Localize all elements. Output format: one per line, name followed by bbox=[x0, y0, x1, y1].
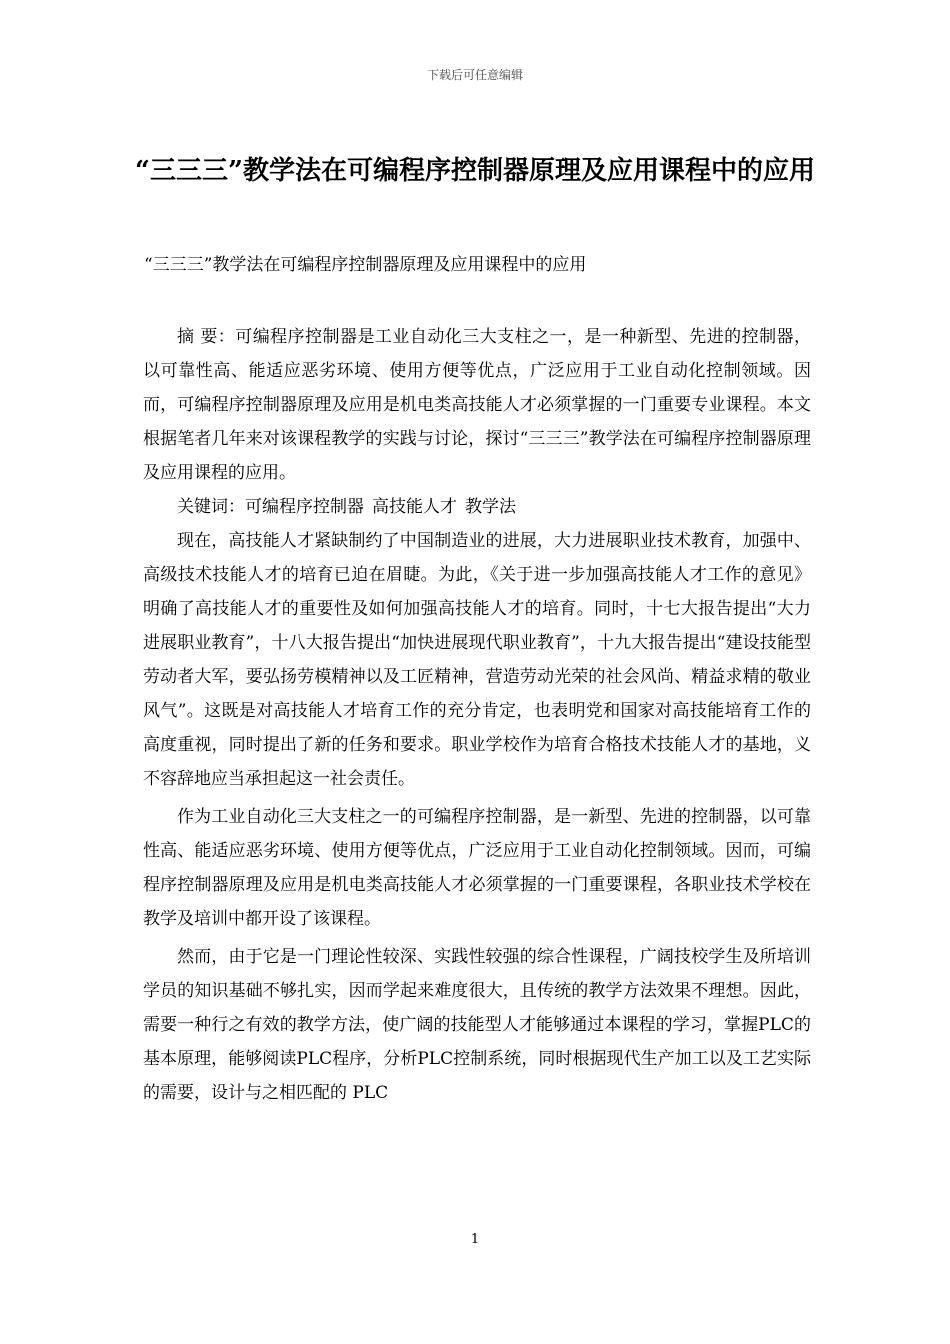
body-paragraph-1: 现在，高技能人才紧缺制约了中国制造业的进展，大力进展职业技术教育，加强中、高级技术技能人才的培育已迫在眉睫。为此，《关于进一步加强高技能人才工作的意见》明确了高技能人才的重要性及如何加强高技能人才的培育。同时，十七大报告提出“大力进展职业教育”，十八大报告提出“加快进展现代职业教育”，十九大报告提出“建设技能型劳动者大军，要弘扬劳模精神以及工匠精神，营造劳动光荣的社会风尚、精益求精的敬业风气”。这既是对高技能人才培育工作的充分肯定，也表明党和国家对高技能培育工作的高度重视，同时提出了新的任务和要求。职业学校作为培育合格技术技能人才的基地，义不容辞地应当承担起这一社会责任。 bbox=[143, 531, 811, 789]
keyword-1: 关键词：可编程序控制器 bbox=[177, 497, 364, 517]
keyword-3: 教学法 bbox=[465, 497, 516, 517]
abstract-paragraph: 摘 要：可编程序控制器是工业自动化三大支柱之一，是一种新型、先进的控制器，以可靠性高、能适应恶劣环境、使用方便等优点，广泛应用于工业自动化控制领域。因而，可编程序控制器原理及应用是机电类高技能人才必须掌握的一门重要专业课程。本文根据笔者几年来对该课程教学的实践与讨论，探讨“三三三”教学法在可编程序控制器原理及应用课程的应用。 bbox=[143, 327, 811, 483]
body-paragraph-2: 作为工业自动化三大支柱之一的可编程序控制器，是一新型、先进的控制器，以可靠性高、能适应恶劣环境、使用方便等优点，广泛应用于工业自动化控制领域。因而，可编程序控制器原理及应用是机电类高技能人才必须掌握的一门重要课程，各职业技术学校在教学及培训中都开设了该课程。 bbox=[143, 807, 811, 929]
keywords-line bbox=[143, 490, 811, 524]
keyword-2: 高技能人才 bbox=[372, 497, 457, 517]
document-title: “三三三”教学法在可编程序控制器原理及应用课程中的应用 bbox=[135, 156, 815, 186]
page-number: 1 bbox=[470, 1232, 480, 1247]
document-body bbox=[143, 320, 811, 1110]
document-subtitle: “三三三”教学法在可编程序控制器原理及应用课程中的应用 bbox=[144, 255, 587, 275]
header-note: 下载后可任意编辑 bbox=[426, 68, 523, 82]
body-paragraph-3: 然而，由于它是一门理论性较深、实践性较强的综合性课程，广阔技校学生及所培训学员的知识基础不够扎实，因而学起来难度很大，且传统的教学方法效果不理想。因此，需要一种行之有效的教学方法，使广阔的技能型人才能够通过本课程的学习，掌握PLC的基本原理，能够阅读PLC程序，分析PLC控制系统，同时根据现代生产加工以及工艺实际的需要，设计与之相匹配的 PLC bbox=[143, 947, 811, 1103]
